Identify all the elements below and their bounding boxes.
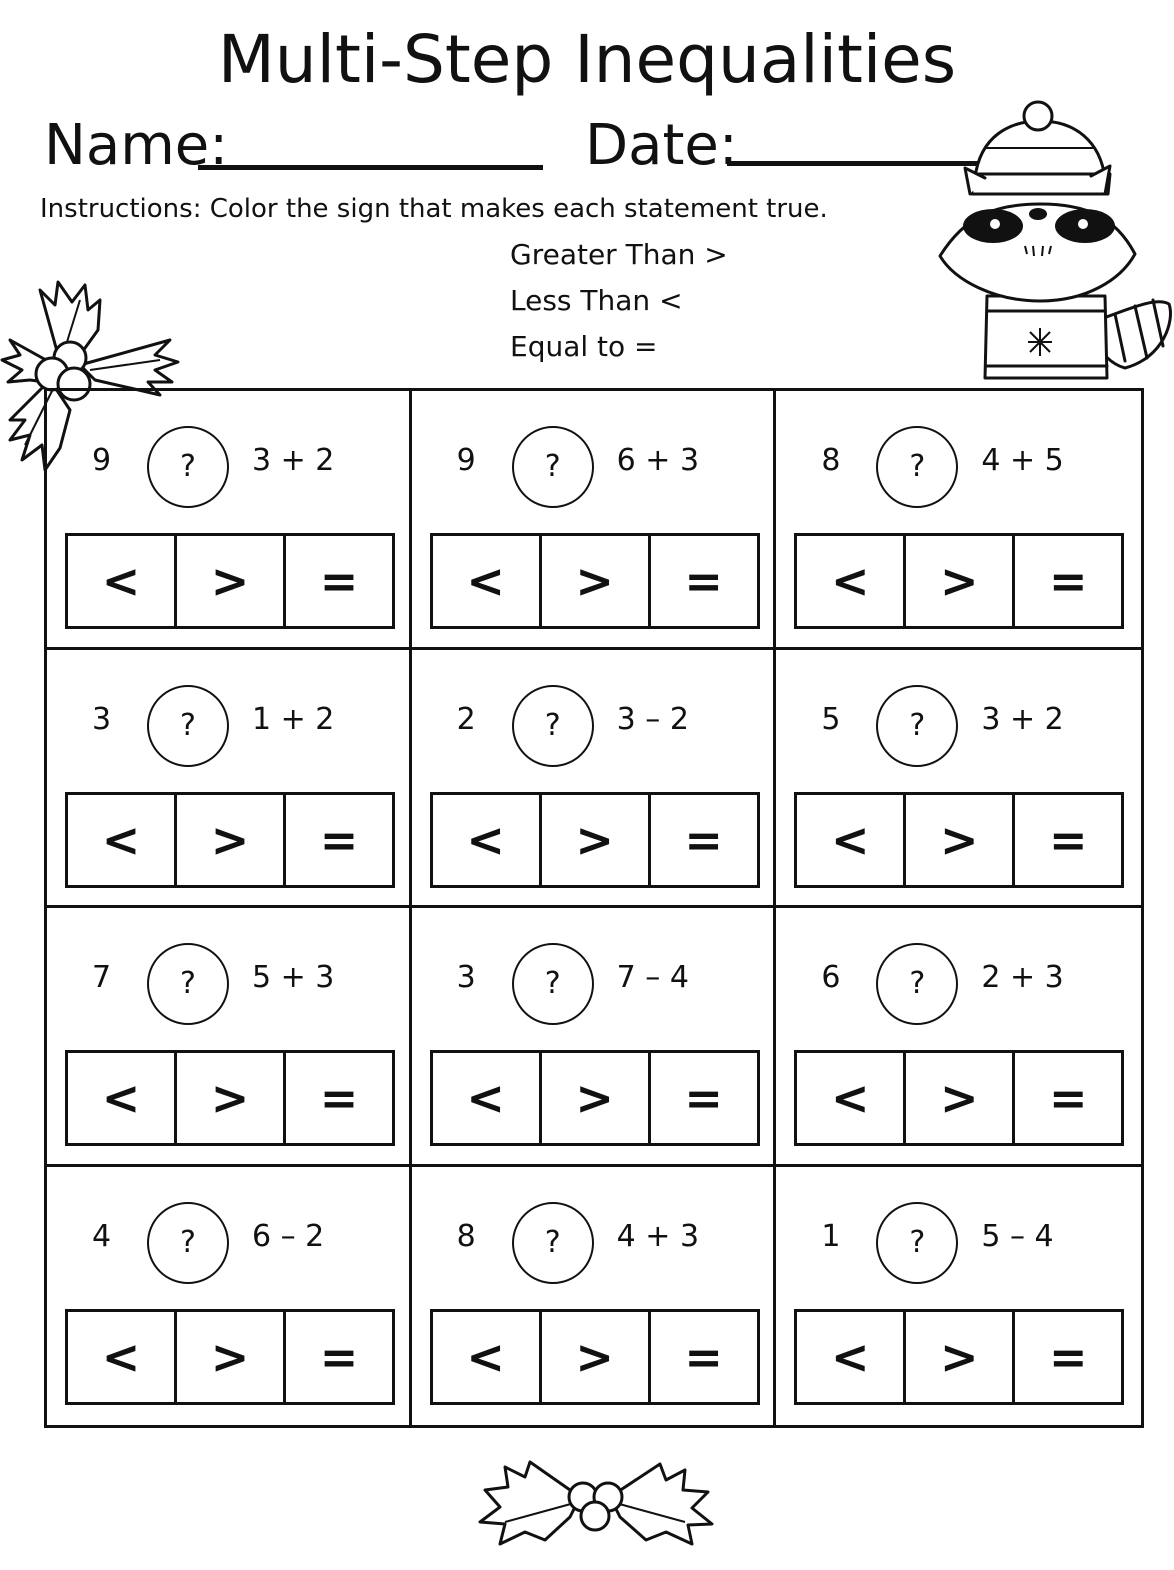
less-than-choice[interactable]: < xyxy=(797,795,906,885)
right-expression: 3 + 2 xyxy=(252,443,335,478)
problem-cell xyxy=(47,1167,412,1426)
sign-choices xyxy=(430,1309,760,1405)
answer-circle[interactable]: ? xyxy=(512,1202,594,1284)
equal-choice[interactable]: = xyxy=(1049,1329,1088,1384)
greater-than-choice[interactable]: > xyxy=(906,795,1015,885)
problem-cell xyxy=(47,391,412,650)
greater-than-choice[interactable]: > xyxy=(906,536,1015,626)
worksheet-title: Multi-Step Inequalities xyxy=(217,21,957,98)
problem-cell xyxy=(776,391,1141,650)
equal-choice[interactable]: = xyxy=(684,812,723,867)
left-value: 8 xyxy=(821,443,841,478)
equal-choice[interactable]: = xyxy=(1049,812,1088,867)
sign-choices xyxy=(65,792,395,888)
greater-than-choice[interactable]: > xyxy=(542,1312,651,1402)
answer-circle[interactable]: ? xyxy=(147,943,229,1025)
greater-than-choice[interactable]: > xyxy=(542,1053,651,1143)
legend-greater: Greater Than > xyxy=(510,238,728,271)
answer-circle[interactable]: ? xyxy=(147,685,229,767)
right-expression: 2 + 3 xyxy=(981,960,1064,995)
left-value: 3 xyxy=(456,960,476,995)
less-than-choice[interactable]: < xyxy=(433,536,542,626)
answer-circle[interactable]: ? xyxy=(876,943,958,1025)
right-expression: 7 – 4 xyxy=(616,960,689,995)
problem-cell xyxy=(776,1167,1141,1426)
sign-legend xyxy=(510,232,728,370)
left-value: 8 xyxy=(456,1218,476,1254)
sign-choices xyxy=(65,533,395,629)
problem-cell xyxy=(47,650,412,909)
greater-than-choice[interactable]: > xyxy=(177,1312,286,1402)
right-expression: 5 + 3 xyxy=(252,960,335,995)
right-expression: 6 – 2 xyxy=(252,1218,325,1254)
equal-choice[interactable]: = xyxy=(319,812,359,867)
equal-choice[interactable]: = xyxy=(1049,554,1088,608)
name-label: Name: xyxy=(44,113,229,178)
sign-choices xyxy=(430,1050,760,1146)
sign-choices xyxy=(430,533,760,629)
less-than-choice[interactable]: < xyxy=(68,1053,177,1143)
less-than-choice[interactable]: < xyxy=(68,536,177,626)
legend-equal: Equal to = xyxy=(510,330,658,363)
problem-grid xyxy=(44,388,1144,1428)
equal-choice[interactable]: = xyxy=(319,1071,359,1125)
greater-than-choice[interactable]: > xyxy=(906,1312,1015,1402)
sign-choices xyxy=(794,792,1124,888)
equal-choice[interactable]: = xyxy=(1049,1071,1088,1125)
less-than-choice[interactable]: < xyxy=(68,795,177,885)
date-label: Date: xyxy=(585,113,738,178)
right-expression: 5 – 4 xyxy=(981,1218,1054,1254)
greater-than-choice[interactable]: > xyxy=(177,1053,286,1143)
right-expression: 3 – 2 xyxy=(616,701,689,737)
raccoon-illustration xyxy=(925,96,1174,388)
left-value: 7 xyxy=(92,960,112,995)
greater-than-choice[interactable]: > xyxy=(177,795,286,885)
left-value: 9 xyxy=(92,443,112,478)
greater-than-choice[interactable]: > xyxy=(177,536,286,626)
sign-choices xyxy=(794,1309,1124,1405)
holly-icon xyxy=(470,1452,720,1552)
left-value: 1 xyxy=(821,1218,841,1254)
answer-circle[interactable]: ? xyxy=(876,426,958,508)
greater-than-choice[interactable]: > xyxy=(542,536,651,626)
sign-choices xyxy=(794,533,1124,629)
instructions: Instructions: Color the sign that makes each statement true. xyxy=(40,194,828,224)
sign-choices xyxy=(430,792,760,888)
left-value: 3 xyxy=(92,701,112,737)
equal-choice[interactable]: = xyxy=(319,554,359,608)
problem-cell xyxy=(776,908,1141,1167)
left-value: 4 xyxy=(92,1218,112,1254)
answer-circle[interactable]: ? xyxy=(147,426,229,508)
equal-choice[interactable]: = xyxy=(684,1071,723,1125)
answer-circle[interactable]: ? xyxy=(876,1202,958,1284)
left-value: 6 xyxy=(821,960,841,995)
problem-cell xyxy=(47,908,412,1167)
right-expression: 4 + 5 xyxy=(981,443,1064,478)
right-expression: 1 + 2 xyxy=(252,701,335,737)
less-than-choice[interactable]: < xyxy=(68,1312,177,1402)
equal-choice[interactable]: = xyxy=(319,1329,359,1384)
left-value: 2 xyxy=(456,701,476,737)
less-than-choice[interactable]: < xyxy=(797,1053,906,1143)
greater-than-choice[interactable]: > xyxy=(542,795,651,885)
answer-circle[interactable]: ? xyxy=(512,685,594,767)
problem-cell xyxy=(412,650,777,909)
problem-cell xyxy=(412,1167,777,1426)
problem-cell xyxy=(776,650,1141,909)
right-expression: 6 + 3 xyxy=(616,443,700,478)
name-field[interactable] xyxy=(198,165,543,170)
answer-circle[interactable]: ? xyxy=(147,1202,229,1284)
sign-choices xyxy=(794,1050,1124,1146)
less-than-choice[interactable]: < xyxy=(433,1053,542,1143)
less-than-choice[interactable]: < xyxy=(433,1312,542,1402)
left-value: 9 xyxy=(456,443,476,478)
greater-than-choice[interactable]: > xyxy=(906,1053,1015,1143)
sign-choices xyxy=(65,1050,395,1146)
answer-circle[interactable]: ? xyxy=(512,426,594,508)
right-expression: 4 + 3 xyxy=(616,1218,700,1254)
problem-cell xyxy=(412,391,777,650)
left-value: 5 xyxy=(821,701,841,737)
equal-choice[interactable]: = xyxy=(684,554,723,608)
less-than-choice[interactable]: < xyxy=(433,795,542,885)
right-expression: 3 + 2 xyxy=(981,701,1064,737)
sign-choices xyxy=(65,1309,395,1405)
equal-choice[interactable]: = xyxy=(684,1329,723,1384)
answer-circle[interactable]: ? xyxy=(512,943,594,1025)
legend-less: Less Than < xyxy=(510,284,683,317)
less-than-choice[interactable]: < xyxy=(797,536,906,626)
problem-cell xyxy=(412,908,777,1167)
less-than-choice[interactable]: < xyxy=(797,1312,906,1402)
answer-circle[interactable]: ? xyxy=(876,685,958,767)
